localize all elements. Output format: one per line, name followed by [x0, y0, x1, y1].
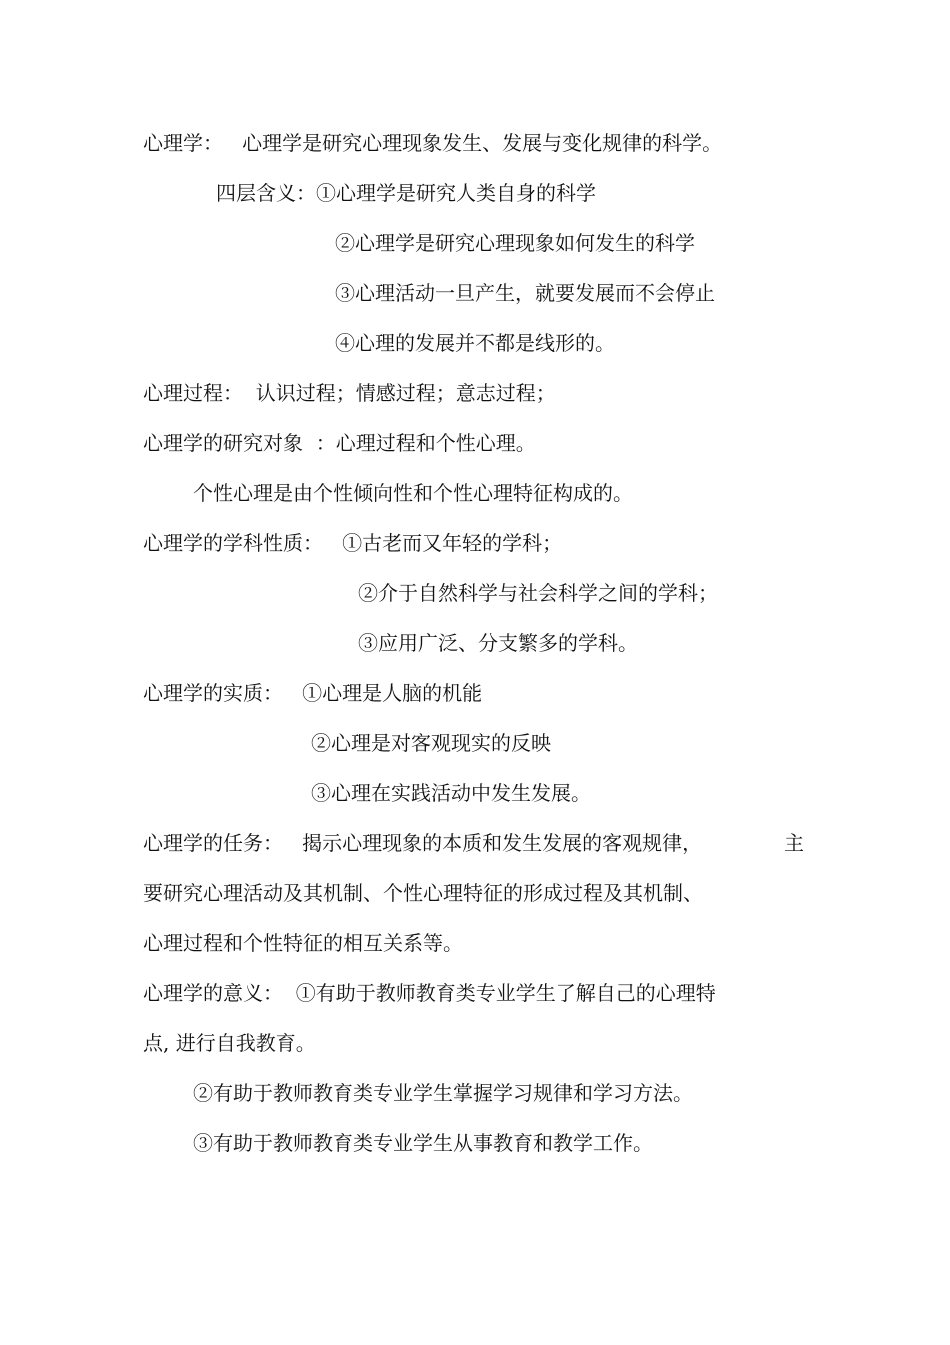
personality-line: 个性心理是由个性倾向性和个性心理特征构成的。: [193, 481, 633, 505]
nature-line-2: ②介于自然科学与社会科学之间的学科；: [358, 581, 718, 605]
task-line-3: 心理过程和个性特征的相互关系等。: [143, 931, 463, 955]
task-line-1-tail: 主: [784, 831, 804, 855]
significance-line-2: 点, 进行自我教育。: [143, 1031, 316, 1055]
essence-line-1: 心理学的实质： ①心理是人脑的机能: [143, 681, 483, 705]
significance-line-1: 心理学的意义： ①有助于教师教育类专业学生了解自己的心理特: [143, 981, 716, 1005]
definition-line: 心理学： 心理学是研究心理现象发生、发展与变化规律的科学。: [143, 131, 723, 155]
essence-line-2: ②心理是对客观现实的反映: [311, 731, 551, 755]
four-meanings-line-2: ②心理学是研究心理现象如何发生的科学: [335, 231, 695, 255]
four-meanings-line-1: 四层含义：①心理学是研究人类自身的科学: [216, 181, 596, 205]
task-line-1: 心理学的任务： 揭示心理现象的本质和发生发展的客观规律，: [143, 831, 703, 855]
nature-line-3: ③应用广泛、分支繁多的学科。: [358, 631, 638, 655]
significance-line-4: ③有助于教师教育类专业学生从事教育和教学工作。: [193, 1131, 653, 1155]
significance-line-3: ②有助于教师教育类专业学生掌握学习规律和学习方法。: [193, 1081, 693, 1105]
process-line: 心理过程： 认识过程；情感过程；意志过程；: [143, 381, 556, 405]
four-meanings-line-4: ④心理的发展并不都是线形的。: [335, 331, 615, 355]
object-line: 心理学的研究对象 ：心理过程和个性心理。: [143, 431, 536, 455]
task-line-2: 要研究心理活动及其机制、个性心理特征的形成过程及其机制、: [143, 881, 703, 905]
essence-line-3: ③心理在实践活动中发生发展。: [311, 781, 591, 805]
four-meanings-line-3: ③心理活动一旦产生，就要发展而不会停止: [335, 281, 715, 305]
nature-line-1: 心理学的学科性质： ①古老而又年轻的学科；: [143, 531, 563, 555]
